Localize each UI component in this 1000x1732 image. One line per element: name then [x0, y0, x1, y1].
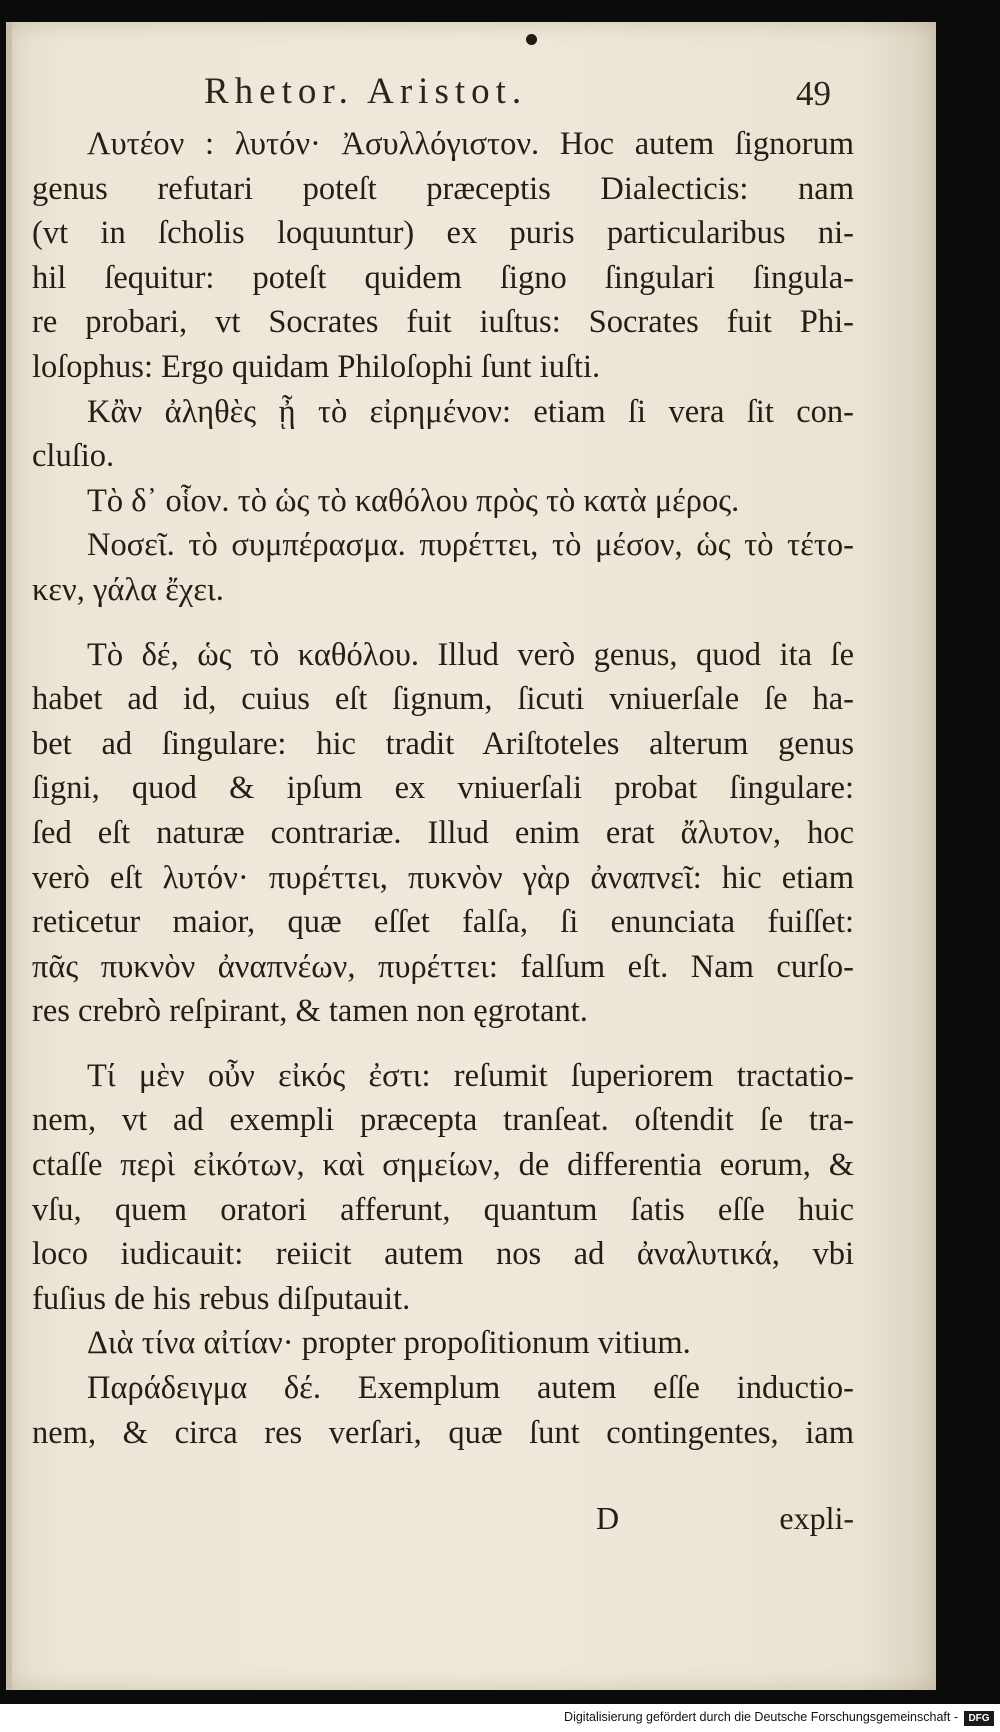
- text-line: re probari, vt Socrates fuit iuſtus: Socrates fuit Phi-: [32, 304, 854, 341]
- text-line: ctaſſe περὶ εἰκότων, καὶ σημείων, de differentia eorum, &: [32, 1147, 854, 1184]
- text-line: loſophus: Ergo quidam Philoſophi ſunt iuſti.: [32, 348, 601, 385]
- text-line: Τί μὲν οὖν εἰκός ἐστι: reſumit ſuperiorem tractatio-: [87, 1057, 854, 1094]
- text-line: hil ſequitur: poteſt quidem ſigno ſingulari ſingula-: [32, 259, 854, 296]
- book-page: [6, 22, 936, 1690]
- text-line: ſigni, quod & ipſum ex vniuerſali probat ſingulare:: [32, 770, 854, 807]
- text-line: habet ad id, cuius eſt ſignum, ſicuti vniuerſale ſe ha-: [32, 681, 854, 718]
- text-line: cluſio.: [32, 438, 115, 475]
- ink-blot: [526, 34, 537, 45]
- text-line: Λυτέον : λυτόν· Ἀσυλλόγιστον. Hoc autem ſignorum: [87, 126, 854, 162]
- dfg-logo-icon: DFG: [964, 1711, 994, 1726]
- text-line: res crebrò reſpirant, & tamen non ęgrotant.: [32, 993, 588, 1030]
- funding-credit: Digitalisierung gefördert durch die Deutsche Forschungsgemeinschaft -: [564, 1710, 958, 1724]
- digitization-footer: [0, 1704, 1000, 1732]
- text-line: Διὰ τίνα αἰτίαν· propter propoſitionum vitium.: [87, 1325, 691, 1362]
- text-line: fuſius de his rebus diſputauit.: [32, 1280, 411, 1317]
- text-line: Κἂν ἀληθὲς ᾖ τὸ εἰρημένον: etiam ſi vera ſit con-: [87, 393, 854, 430]
- text-line: verò eſt λυτόν· πυρέττει, πυκνὸν γὰρ ἀναπνεῖ: hic etiam: [32, 859, 854, 896]
- paragraph-gap: [32, 613, 854, 633]
- paragraph-gap: [32, 1034, 854, 1054]
- catchword: expli-: [779, 1500, 854, 1536]
- page-edge: [6, 22, 12, 1690]
- text-line: Νοσεῖ. τὸ συμπέρασμα. πυρέττει, τὸ μέσον, ὡς τὸ τέτο-: [87, 527, 854, 564]
- text-line: Παράδειγμα δέ. Exemplum autem eſſe inductio-: [87, 1370, 854, 1407]
- text-line: bet ad ſingulare: hic tradit Ariſtoteles alterum genus: [32, 725, 854, 762]
- running-head: Rhetor. Aristot.: [204, 71, 528, 112]
- text-line: vſu, quem oratori afferunt, quantum ſatis eſſe huic: [32, 1191, 854, 1228]
- text-line: nem, & circa res verſari, quæ ſunt contingentes, iam: [32, 1414, 854, 1451]
- text-line: ſed eſt naturæ contrariæ. Illud enim erat ἄλυτον, hoc: [32, 814, 854, 851]
- text-line: κεν, γάλα ἔχει.: [32, 571, 224, 608]
- text-line: (vt in ſcholis loquuntur) ex puris particularibus ni-: [32, 215, 854, 252]
- text-line: Τὸ δ᾽ οἷον. τὸ ὡς τὸ καθόλου πρὸς τὸ κατὰ μέρος.: [87, 482, 740, 519]
- text-line: genus refutari poteſt præceptis Dialecticis: nam: [32, 170, 854, 207]
- page-number: 49: [796, 74, 831, 113]
- text-line: πᾶς πυκνὸν ἀναπνέων, πυρέττει: falſum eſt. Nam curſo-: [32, 948, 854, 985]
- signature-mark: D: [596, 1500, 620, 1536]
- text-line: nem, vt ad exempli præcepta tranſeat. oſtendit ſe tra-: [32, 1102, 854, 1139]
- text-line: Τὸ δέ, ὡς τὸ καθόλου. Illud verò genus, quod ita ſe: [87, 636, 854, 673]
- text-line: reticetur maior, quæ eſſet falſa, ſi enunciata fuiſſet:: [32, 904, 854, 941]
- body-text: [32, 122, 854, 1455]
- text-line: loco iudicauit: reiicit autem nos ad ἀναλυτικά, vbi: [32, 1236, 854, 1273]
